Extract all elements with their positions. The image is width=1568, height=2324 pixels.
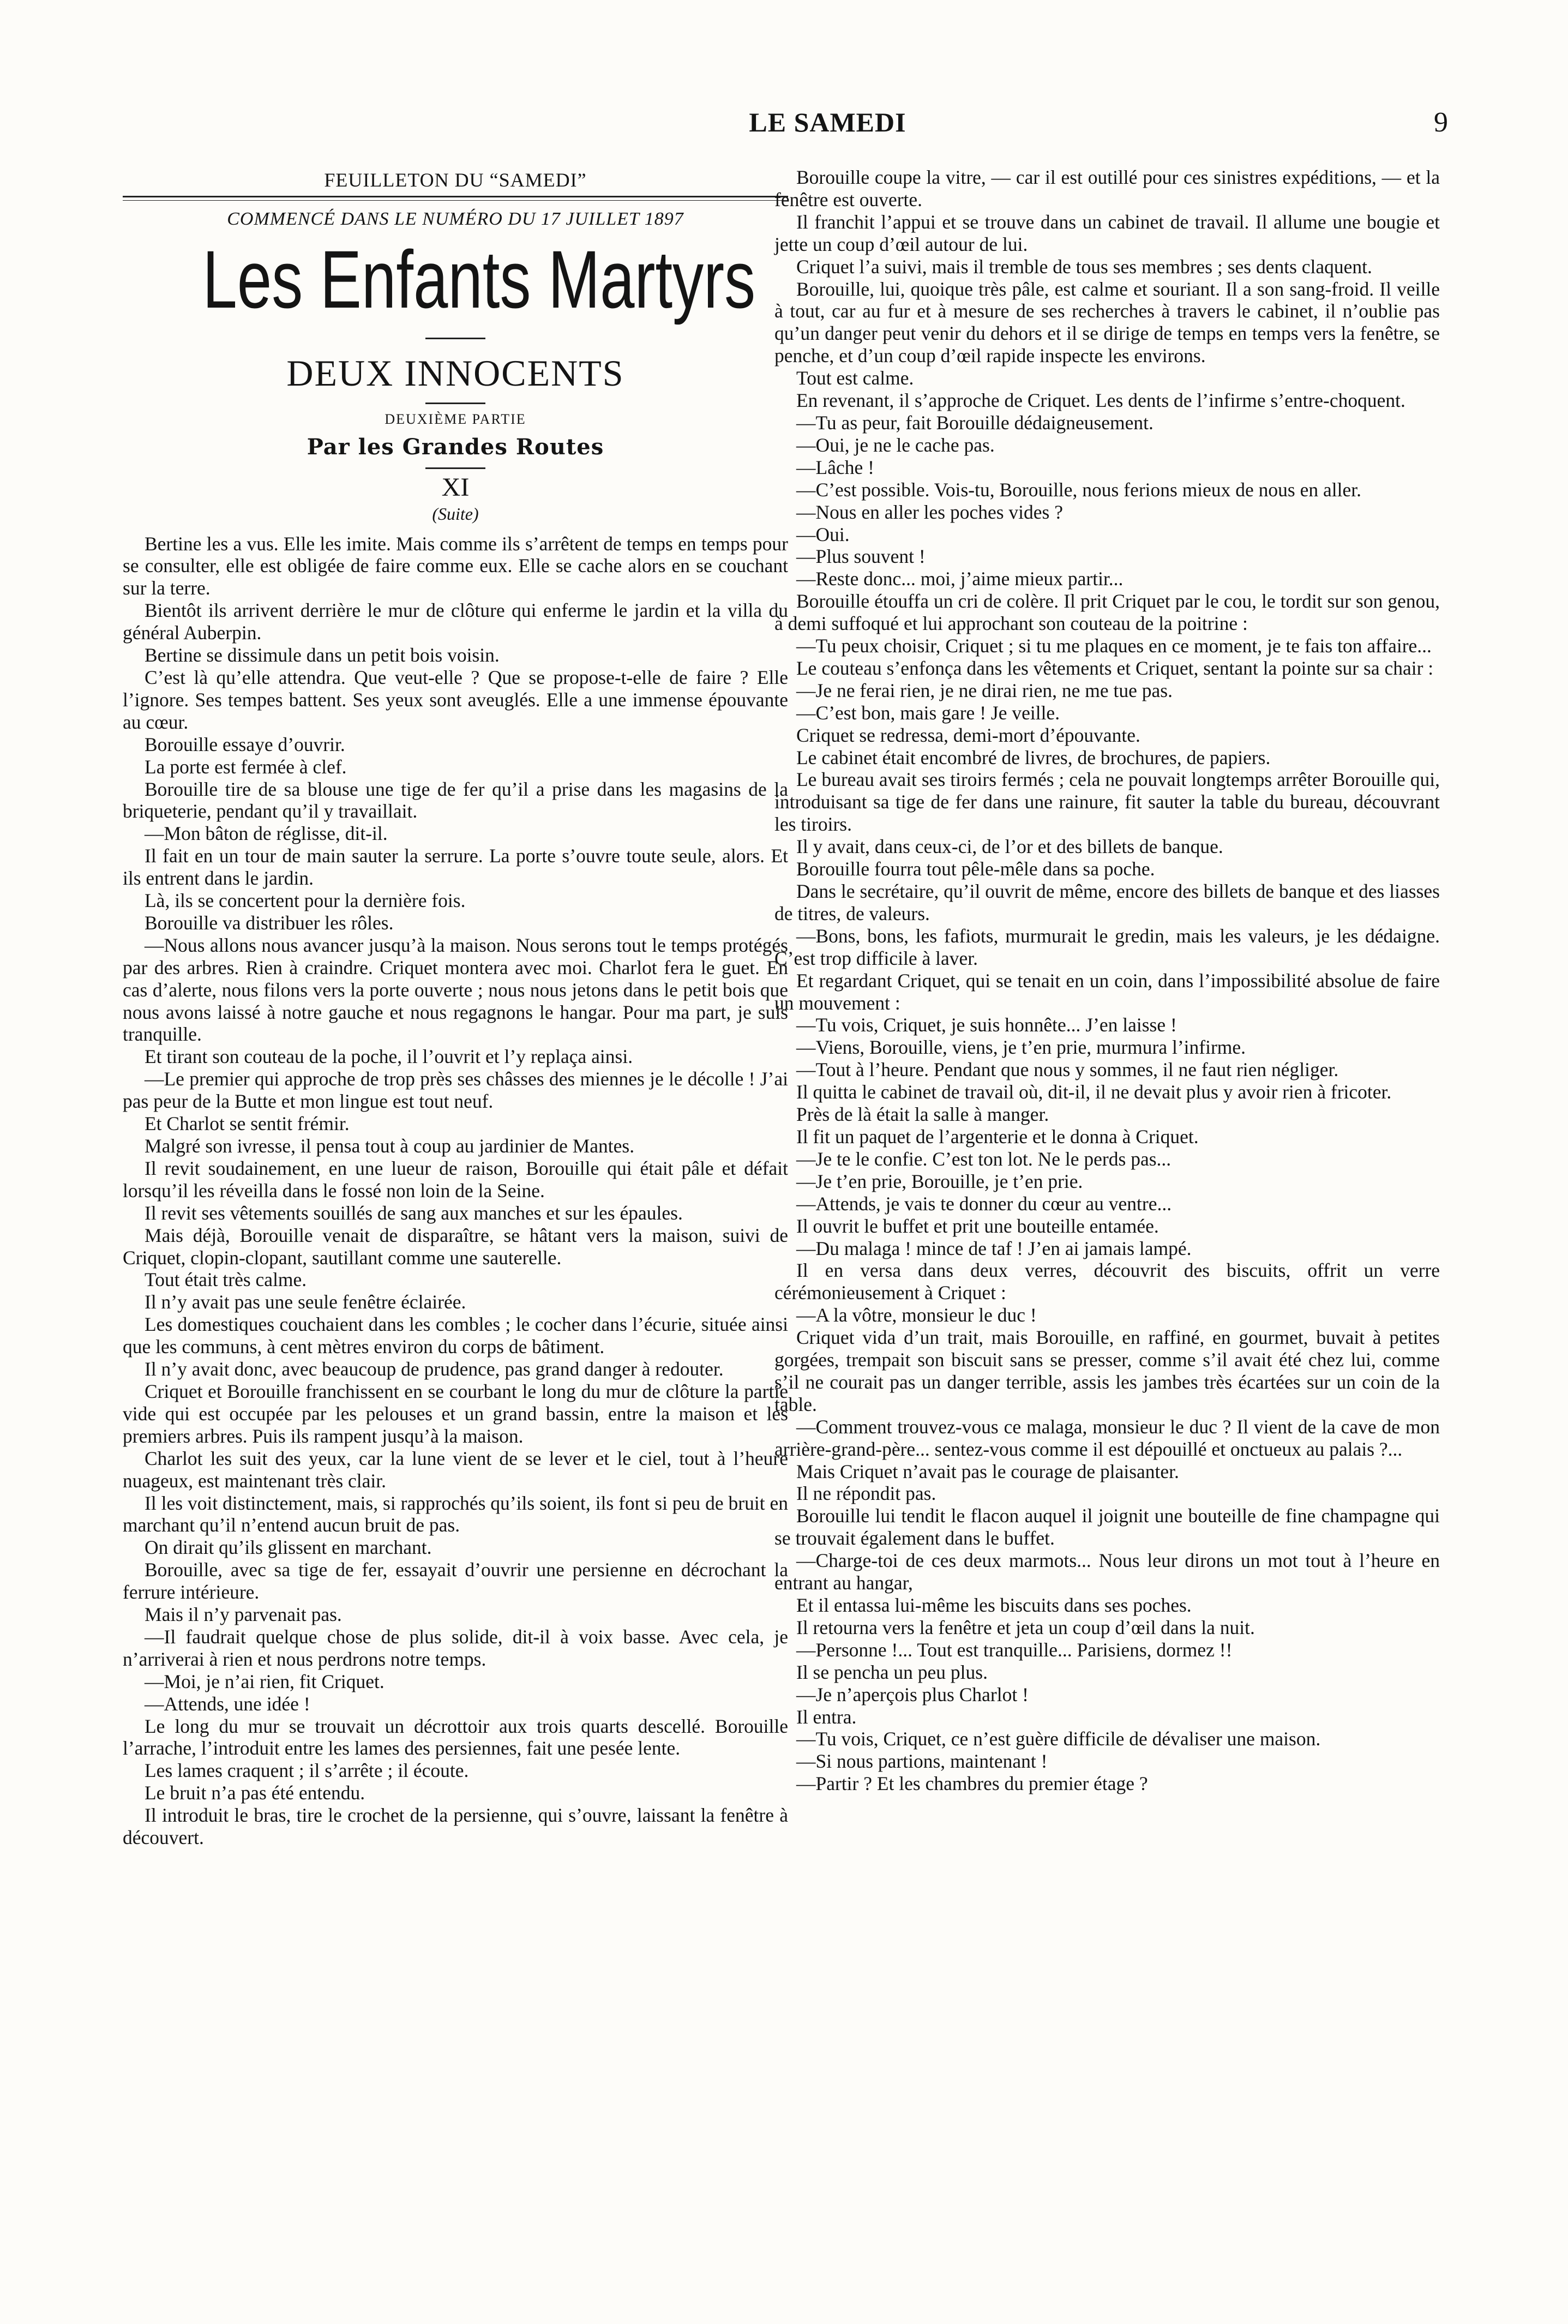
paragraph: Le bruit n’a pas été entendu. [145,1782,365,1804]
paragraph: Le couteau s’enfonça dans les vêtements et Criquet, sentant la pointe sur sa chair : [796,657,1434,679]
paragraph: Et regardant Criquet, qui se tenait en un coin, dans l’impossibilité absolue de faire un mouvement : [774,969,1440,1014]
paragraph: Près de là était la salle à manger. [796,1103,1049,1126]
paragraph: —A la vôtre, monsieur le duc ! [796,1304,1037,1326]
paragraph: Le long du mur se trouvait un décrottoir aux trois quarts descellé. Borouille l’arrache, l’introduit entre les lames des persiennes, fait une pesée lente. [123,1715,788,1759]
paragraph: Mais Criquet n’avait pas le courage de plaisanter. [796,1460,1179,1482]
paragraph: —Charge-toi de ces deux marmots... Nous leur dirons un mot tout à l’heure en entrant au hangar, [774,1550,1440,1594]
paragraph: —Reste donc... moi, j’aime mieux partir... [796,568,1124,590]
right-column [774,166,1440,1795]
paragraph: —Attends, une idée ! [145,1692,310,1715]
paragraph: Il introduit le bras, tire le crochet de la persienne, qui s’ouvre, laissant la fenêtre à découvert. [123,1804,788,1849]
paragraph: Il retourna vers la fenêtre et jeta un coup d’œil dans la nuit. [796,1616,1255,1638]
paragraph: —Bons, bons, les fafiots, murmurait le gredin, mais les valeurs, je les dédaigne. C’est trop difficile à laver. [774,924,1440,969]
paragraph: —Du malaga ! mince de taf ! J’en ai jamais lampé. [796,1237,1192,1259]
paragraph: —Je ne ferai rien, je ne dirai rien, ne me tue pas. [796,679,1173,701]
paragraph: Et tirant son couteau de la poche, il l’ouvrit et l’y replaça ainsi. [145,1046,633,1068]
paragraph: Il revit soudainement, en une lueur de raison, Borouille qui était pâle et défait lorsqu’il les réveilla dans le fossé non loin de la Seine. [123,1157,788,1202]
paragraph: —Le premier qui approche de trop près ses châsses des miennes je le décolle ! J’ai pas peur de la Butte et mon lingue est tout neuf. [123,1068,788,1113]
paragraph: Les lames craquent ; il s’arrête ; il écoute. [145,1759,469,1782]
paragraph: Borouille, lui, quoique très pâle, est calme et souriant. Il a son sang-froid. Il veille à tout, car au fur et à mesure de ses recherches à travers le cabinet, il n’oublie pas qu’un danger peut venir du dehors et il se dirige de temps en temps vers la fenêtre, se penche, et d’un coup d’œil rapide inspecte les environs. [774,278,1440,367]
paragraph: —Si nous partions, maintenant ! [796,1750,1048,1773]
commence-note: COMMENCÉ DANS LE NUMÉRO DU 17 JUILLET 1897 [227,208,684,229]
paragraph: Et il entassa lui-même les biscuits dans ses poches. [796,1594,1192,1616]
running-head [207,106,1448,155]
paragraph: On dirait qu’ils glissent en marchant. [145,1536,432,1559]
paragraph: —Lâche ! [796,456,874,478]
chapter-suite: (Suite) [432,503,479,524]
paragraph: Il fit un paquet de l’argenterie et le donna à Criquet. [796,1125,1199,1148]
part-title: Par les Grandes Routes [307,434,604,460]
paragraph: Il franchit l’appui et se trouve dans un cabinet de travail. Il allume une bougie et jette un coup d’œil autour de lui. [774,211,1440,255]
paragraph: Malgré son ivresse, il pensa tout à coup au jardinier de Mantes. [145,1135,635,1157]
paragraph: Borouille étouffa un cri de colère. Il prit Criquet par le cou, le tordit sur son genou, à demi suffoqué et lui approchant son couteau de la poitrine : [774,590,1440,635]
paragraph: —Tu vois, Criquet, ce n’est guère difficile de dévaliser une maison. [796,1728,1321,1750]
paragraph: —Tu as peur, fait Borouille dédaigneusement. [796,411,1154,434]
paragraph: Borouille essaye d’ouvrir. [145,733,345,755]
paragraph: Il les voit distinctement, mais, si rapprochés qu’ils soient, ils font si peu de bruit en marchant qu’il n’entend aucun bruit de pas. [123,1492,788,1536]
paragraph: Là, ils se concertent pour la dernière fois. [145,890,466,912]
paragraph: —Je t’en prie, Borouille, je t’en prie. [796,1170,1083,1192]
paragraph: Il quitta le cabinet de travail où, dit-il, il ne devait plus y avoir rien à fricoter. [796,1081,1392,1103]
paragraph: Les domestiques couchaient dans les combles ; le cocher dans l’écurie, située ainsi que les communs, à cent mètres environ du corps de bâtiment. [123,1313,788,1358]
paragraph: Dans le secrétaire, qu’il ouvrit de même, encore des billets de banque et des liasses de titres, de valeurs. [774,880,1440,924]
double-rule [123,196,788,201]
paragraph: Le cabinet était encombré de livres, de brochures, de papiers. [796,746,1271,768]
paragraph: —Mon bâton de réglisse, dit-il. [145,822,388,845]
paragraph: —Attends, je vais te donner du cœur au ventre... [796,1192,1172,1215]
paragraph: Il entra. [796,1706,857,1728]
paragraph: Il en versa dans deux verres, découvrit des biscuits, offrit un verre cérémonieusement à Criquet : [774,1259,1440,1304]
paragraph: Mais déjà, Borouille venait de disparaître, se hâtant vers la maison, suivi de Criquet, clopin-clopant, sautillant comme une sauterelle. [123,1224,788,1269]
paragraph: —Personne !... Tout est tranquille... Parisiens, dormez !! [796,1638,1233,1661]
paragraph: En revenant, il s’approche de Criquet. Les dents de l’infirme s’entre-choquent. [796,389,1405,412]
part-label: DEUXIÈME PARTIE [385,411,526,427]
paragraph: —C’est possible. Vois-tu, Borouille, nous ferions mieux de nous en aller. [796,478,1361,501]
feuilleton-label: FEUILLETON DU “SAMEDI” [324,169,587,191]
paragraph: Bientôt ils arrivent derrière le mur de clôture qui enferme le jardin et la villa du général Auberpin. [123,599,788,644]
paragraph: Borouille lui tendit le flacon auquel il joignit une bouteille de fine champagne qui se trouvait également dans le buffet. [774,1505,1440,1550]
paragraph: Il se pencha un peu plus. [796,1661,988,1683]
paragraph: Il y avait, dans ceux-ci, de l’or et des billets de banque. [796,836,1223,858]
paragraph: Criquet vida d’un trait, mais Borouille, en raffiné, en gourmet, buvait à petites gorgées, trempait son biscuit sans se presser, comme s’il avait été chez lui, comme s’il ne courait pas un danger terrible, assis les jambes très écartées sur un coin de la table. [774,1326,1440,1415]
paragraph: C’est là qu’elle attendra. Que veut-elle ? Que se propose-t-elle de faire ? Elle l’ignore. Ses tempes battent. Ses yeux sont aveuglés. Elle a une immense épouvante au cœur. [123,666,788,733]
paragraph: Bertine se dissimule dans un petit bois voisin. [145,644,500,666]
paragraph: Borouille va distribuer les rôles. [145,911,394,934]
paragraph: Mais il n’y parvenait pas. [145,1604,342,1626]
paragraph: Il revit ses vêtements souillés de sang aux manches et sur les épaules. [145,1202,683,1224]
paragraph: Bertine les a vus. Elle les imite. Mais comme ils s’arrêtent de temps en temps pour se consulter, elle est obligée de faire comme eux. Elle se cache alors en se couchant sur la terre. [123,532,788,599]
paragraph: Il ouvrit le buffet et prit une bouteille entamée. [796,1215,1159,1237]
serial-subtitle: DEUX INNOCENTS [286,352,624,394]
paragraph: —Moi, je n’ai rien, fit Criquet. [145,1670,385,1692]
title-rule [425,338,485,339]
right-column-body [774,166,1440,1795]
paragraph: —Viens, Borouille, viens, je t’en prie, murmura l’infirme. [796,1036,1246,1059]
left-column-body [123,533,788,1849]
part-rule [425,467,485,469]
paragraph: Borouille tire de sa blouse une tige de fer qu’il a prise dans les magasins de la briqueterie, pendant qu’il y travaillait. [123,778,788,822]
paragraph: Charlot les suit des yeux, car la lune vient de se lever et le ciel, tout à l’heure nuageux, est maintenant très clair. [123,1447,788,1492]
left-column [123,169,788,1849]
paragraph: —Oui. [796,523,850,545]
paragraph: —Comment trouvez-vous ce malaga, monsieur le duc ? Il vient de la cave de mon arrière-grand-père... sentez-vous comme il est dépouillé et onctueux au palais ?... [774,1415,1440,1460]
paragraph: La porte est fermée à clef. [145,755,347,778]
paragraph: —Partir ? Et les chambres du premier étage ? [796,1773,1148,1795]
paragraph: —Oui, je ne le cache pas. [796,434,995,456]
paragraph: —Il faudrait quelque chose de plus solide, dit-il à voix basse. Avec cela, je n’arriverai à rien et nous perdrons notre temps. [123,1625,788,1670]
paragraph: Il fait en un tour de main sauter la serrure. La porte s’ouvre toute seule, alors. Et ils entrent dans le jardin. [123,845,788,890]
paragraph: Borouille, avec sa tige de fer, essayait d’ouvrir une persienne en décrochant la ferrure intérieure. [123,1559,788,1604]
paragraph: Il n’y avait donc, avec beaucoup de prudence, pas grand danger à redouter. [145,1358,724,1380]
paragraph: —C’est bon, mais gare ! Je veille. [796,701,1060,724]
paragraph: —Plus souvent ! [796,545,926,568]
paragraph: —Je te le confie. C’est ton lot. Ne le perds pas... [796,1148,1172,1170]
paragraph: Criquet et Borouille franchissent en se courbant le long du mur de clôture la partie vide qui est occupée par les pelouses et un grand bassin, entre la maison et les premiers arbres. Puis ils rampent jusqu’à la maison. [123,1380,788,1447]
paragraph: —Tout à l’heure. Pendant que nous y sommes, il ne faut rien négliger. [796,1059,1339,1081]
paragraph: Borouille coupe la vitre, — car il est outillé pour ces sinistres expéditions, — et la fenêtre est ouverte. [774,166,1440,211]
paragraph: —Nous allons nous avancer jusqu’à la maison. Nous serons tout le temps protégés par des arbres. Rien à craindre. Criquet montera avec moi. Charlot fera le guet. En cas d’alerte, nous filons vers la porte ouverte ; nous nous jetons dans le petit bois que nous avons laissé à notre gauche et nous regagnons le hangar. Pour ma part, je suis tranquille. [123,934,788,1046]
paper-title: LE SAMEDI [749,107,906,137]
paragraph: —Je n’aperçois plus Charlot ! [796,1683,1029,1706]
paragraph: —Tu vois, Criquet, je suis honnête... J’en laisse ! [796,1014,1177,1036]
paragraph: Criquet l’a suivi, mais il tremble de tous ses membres ; ses dents claquent. [796,255,1372,278]
paragraph: —Tu peux choisir, Criquet ; si tu me plaques en ce moment, je te fais ton affaire... [796,635,1432,657]
paragraph: Borouille fourra tout pêle-mêle dans sa poche. [796,858,1155,880]
paragraph: Le bureau avait ses tiroirs fermés ; cela ne pouvait longtemps arrêter Borouille qui, introduisant sa tige de fer dans une rainure, fit sauter la table du bureau, découvrant les tiroirs. [774,768,1440,836]
paragraph: —Nous en aller les poches vides ? [796,501,1063,523]
paragraph: Criquet se redressa, demi-mort d’épouvante. [796,724,1140,746]
paragraph: Tout était très calme. [145,1269,307,1291]
paragraph: Tout est calme. [796,367,914,389]
subtitle-rule [425,403,485,404]
serial-title: Les Enfants Martyrs [202,233,756,325]
paragraph: Il n’y avait pas une seule fenêtre éclairée. [145,1291,466,1313]
chapter-number: XI [441,472,470,502]
page-number: 9 [1434,107,1448,138]
paragraph: Et Charlot se sentit frémir. [145,1113,350,1135]
paragraph: Il ne répondit pas. [796,1482,936,1505]
